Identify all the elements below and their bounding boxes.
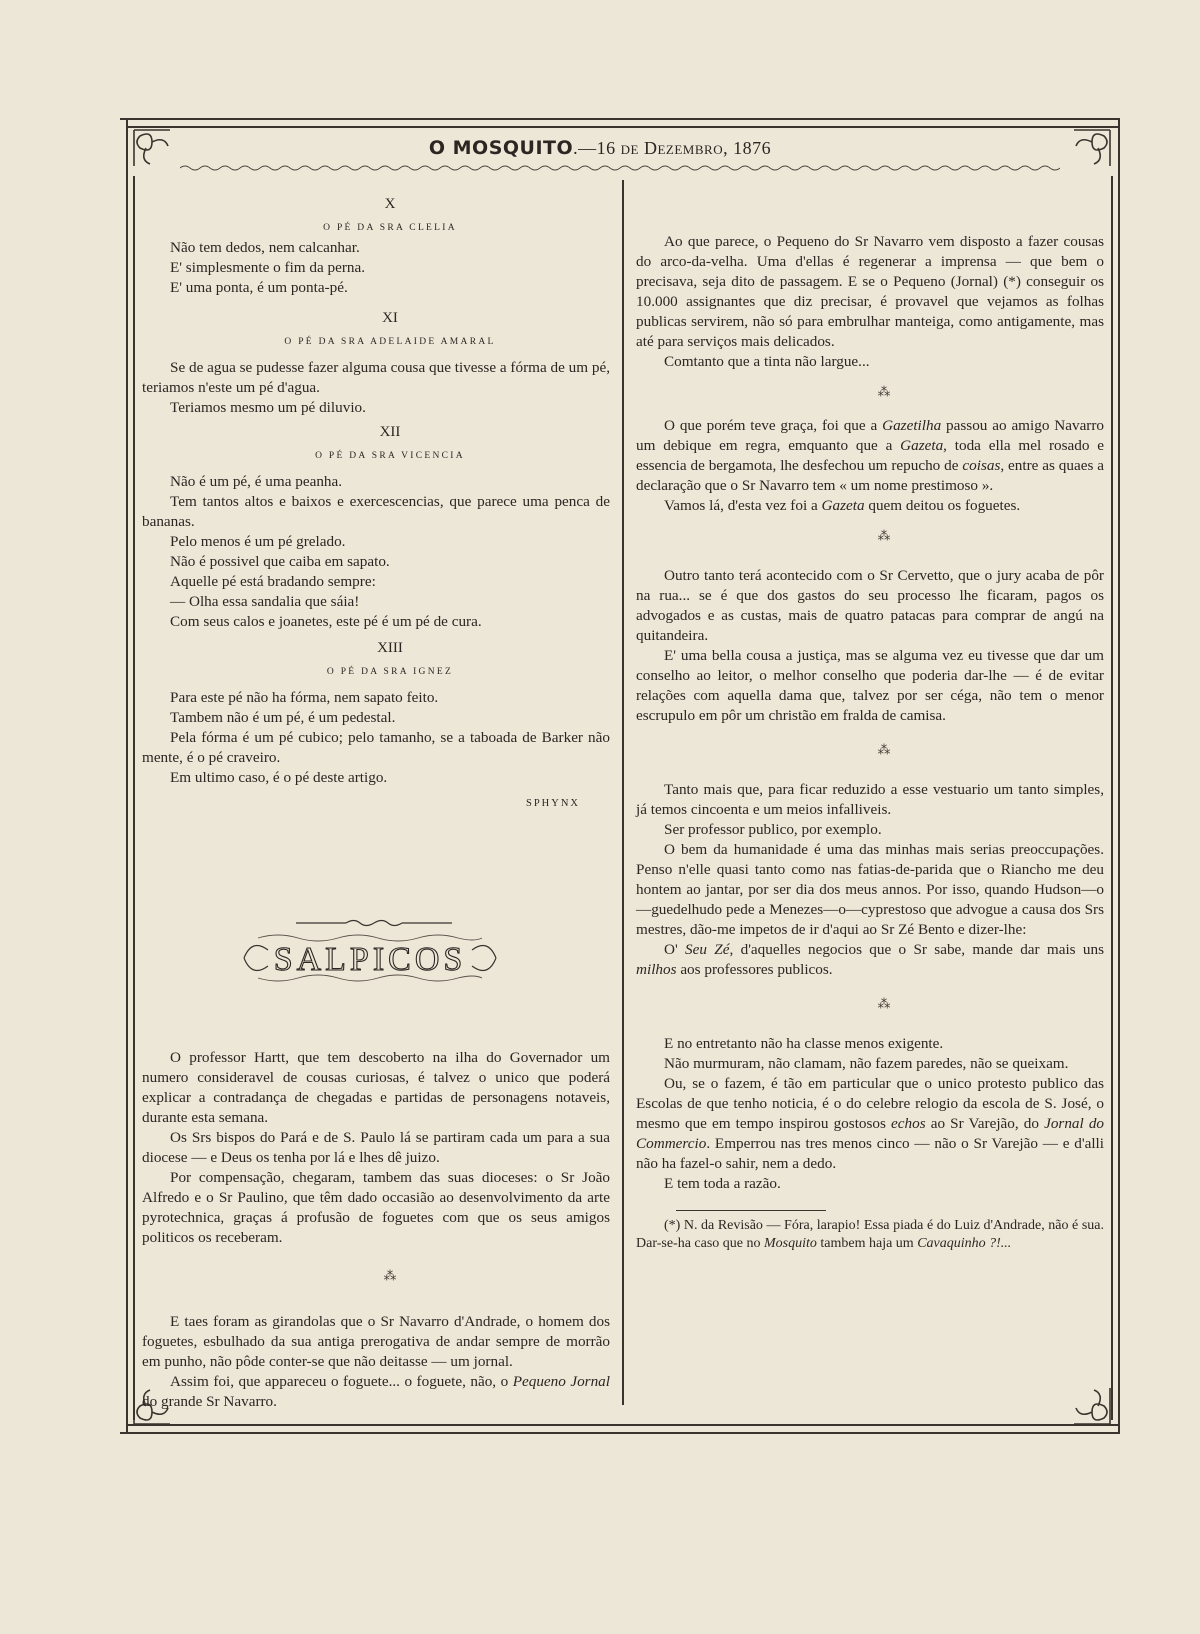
paragraph-ignez-2: Tambem não é um pé, é um pedestal. — [170, 709, 396, 726]
masthead — [0, 137, 1200, 159]
pequeno-jornal-title: Pequeno Jornal — [512, 1373, 610, 1390]
section-title-ignez: O PÉ DA SRA IGNEZ — [326, 667, 454, 677]
right-p10-a: O' — [664, 941, 678, 958]
signature: SPHYNX — [525, 798, 580, 809]
footnote-c: tambem haja um — [820, 1236, 914, 1251]
top-frame-rule — [120, 118, 1120, 120]
left-frame-rule — [126, 118, 128, 1434]
flourish-separator — [296, 918, 452, 928]
right-p3-c: passou ao amigo Navarro um debique em regra, emquanto que a — [636, 417, 1105, 454]
right-paragraph-2: Comtanto que a tinta não largue... — [664, 353, 870, 370]
salpicos-title: SALPICOS — [273, 941, 467, 978]
right-paragraph-11: E no entretanto não ha classe menos exigente. — [664, 1035, 944, 1052]
paragraph-adelaide-2: Teriamos mesmo um pé diluvio. — [170, 399, 366, 416]
right-p13-e: . Emperrou nas tres menos cinco — não o Sr Varejão — e d'alli não ha fazel-o sahir, nem a dedo. — [636, 1135, 1104, 1172]
section-number-xi: XI — [382, 310, 398, 326]
asterism-right-2: ⁂ — [877, 528, 891, 543]
milhos-word: milhos — [636, 961, 677, 978]
masthead-wavy-rule — [180, 164, 1060, 172]
right-p4-c: quem deitou os foguetes. — [868, 497, 1021, 514]
echos-word: echos — [891, 1115, 926, 1132]
right-paragraph-9: O bem da humanidade é uma das minhas mais serias preoccupações. Penso n'elle quasi tanto como nas fatias-de-parida que o Riancho me deu hontem ao jantar, por ser dia dos meus annos. Por isso, quando Hudson—o—guedelhudo pede a Menezes—o—cyprestoso que advogue a causa dos Srs mestres, dão-me impetos de ir d'aqui ao Sr Zé Bento e dizer-lhe: — [636, 841, 1104, 938]
right-paragraph-6: E' uma bella cousa a justiça, mas se alguma vez eu tivesse que dar um conselho ao leitor, o melhor conselho que poderia dar-lhe — é de evitar relações com aquella dama que, talvez por ser céga, não tem o menor escrupulo em pôr um christão em fralda de camisa. — [636, 647, 1104, 724]
salpicos-paragraph-3: Por compensação, chegaram, tambem das suas dioceses: o Sr João Alfredo e o Sr Paulino, que têm dado occasião ao desenvolvimento da arte pyrotechnica, graças á profusão de foguetes com que os seus amigos politicos os receberam. — [142, 1169, 610, 1246]
salpicos-p5-text-c: do grande Sr Navarro. — [142, 1393, 277, 1410]
paragraph-ignez-1: Para este pé não ha fórma, nem sapato feito. — [170, 689, 439, 706]
footnote — [636, 1217, 1104, 1253]
paragraph-vicencia-5: Aquelle pé está bradando sempre: — [170, 573, 376, 590]
paragraph-adelaide-1: Se de agua se pudesse fazer alguma cousa que tivesse a fórma de um pé, teriamos n'este um pé d'agua. — [142, 359, 610, 396]
column-divider — [622, 180, 624, 1405]
gazeta-title-2: Gazeta — [821, 497, 865, 514]
paragraph-vicencia-4: Não é possivel que caiba em sapato. — [170, 553, 390, 570]
left-column-upper — [142, 194, 610, 814]
asterism-right-4: ⁂ — [877, 996, 891, 1011]
mosquito-title: Mosquito — [764, 1236, 817, 1251]
salpicos-banner — [238, 930, 502, 986]
right-frame-rule — [1118, 118, 1120, 1434]
newspaper-name: O MOSQUITO — [428, 137, 574, 159]
right-paragraph-12: Não murmuram, não clamam, não fazem paredes, não se queixam. — [664, 1055, 1069, 1072]
section-title-vicencia: O PÉ DA SRA VICENCIA — [315, 451, 465, 461]
salpicos-paragraph-4: E taes foram as girandolas que o Sr Navarro d'Andrade, o homem dos foguetes, esbulhado da sua antiga prerogativa de andar sempre de morrão em punho, não pôde conter-se que não deitasse — um jornal. — [142, 1313, 610, 1370]
footnote-a: (*) N. da Revisão — Fóra, larapio! Essa piada é do Luiz d'Andrade, não é sua. Dar-se-ha caso que no — [636, 1218, 1104, 1251]
right-inner-rule — [1111, 176, 1113, 1420]
header-rule — [128, 126, 1120, 128]
right-paragraph-5: Outro tanto terá acontecido com o Sr Cervetto, que o jury acaba de pôr na rua... se é que dos gastos do seu processo lhe ficaram, pagos os advogados e as custas, mais de quatro patacas para comprar de angú na quitandeira. — [636, 567, 1104, 644]
right-p10-e: aos professores publicos. — [680, 961, 833, 978]
right-paragraph-8: Ser professor publico, por exemplo. — [664, 821, 882, 838]
paragraph-vicencia-2: Tem tantos altos e baixos e exercescencias, que parece uma penca de bananas. — [142, 493, 610, 530]
salpicos-paragraph-1: O professor Hartt, que tem descoberto na ilha do Governador um numero consideravel de cousas curiosas, é talvez o unico que poderá explicar a contradança de chegadas e partidas de personagens notaveis, durante esta semana. — [142, 1049, 610, 1126]
line-clelia-3: E' uma ponta, é um ponta-pé. — [170, 279, 348, 296]
section-number-xii: XII — [379, 424, 401, 440]
right-paragraph-14: E tem toda a razão. — [664, 1175, 781, 1192]
salpicos-paragraph-2: Os Srs bispos do Pará e de S. Paulo lá se partiram cada um para a sua diocese — e Deus os tenha por lá e lhes dê juizo. — [142, 1129, 610, 1166]
right-paragraph-3 — [636, 416, 1104, 496]
section-title-clelia: O PÉ DA SRA CLELIA — [323, 223, 457, 233]
right-p10-c: , d'aquelles negocios que o Sr sabe, mande dar mais uns — [729, 941, 1105, 958]
asterism-right-3: ⁂ — [877, 742, 891, 757]
paragraph-vicencia-1: Não é um pé, é uma peanha. — [170, 473, 343, 490]
seu-ze-word: Seu Zé — [685, 941, 730, 958]
right-p3-e: , toda ella mel rosado e essencia de bergamota, lhe desfechou um repucho de — [636, 437, 1105, 474]
right-paragraph-4 — [636, 496, 1104, 516]
right-paragraph-7: Tanto mais que, para ficar reduzido a esse vestuario um tanto simples, já temos cincoenta e um meios infalliveis. — [636, 781, 1104, 818]
bottom-right-ornament — [1070, 1384, 1114, 1428]
gazetilha-title: Gazetilha — [882, 417, 942, 434]
section-number-x: X — [384, 196, 396, 212]
salpicos-p5-text-a: Assim foi, que appareceu o foguete... o foguete, não, o — [170, 1373, 509, 1390]
coisas-word: coisas — [962, 457, 1001, 474]
masthead-date: de Dezembro, 1876 — [620, 138, 772, 158]
right-paragraph-13 — [636, 1074, 1104, 1174]
right-paragraph-1: Ao que parece, o Pequeno do Sr Navarro vem disposto a fazer cousas do arco-da-velha. Uma d'ellas é regenerar a imprensa — que bem o precisava, seja dito de passagem. E se o Pequeno (Jornal) (*) conseguir os 10.000 assignantes que diz precisar, é provavel que vejamos as folhas publicas servirem, não só para embrulhar manteiga, como antigamente, mas até para serviços mais delicados. — [636, 233, 1104, 350]
section-title-adelaide: O PÉ DA SRA ADELAIDE AMARAL — [284, 337, 496, 347]
footnote-rule — [676, 1210, 826, 1211]
right-paragraph-10 — [636, 940, 1104, 980]
paragraph-vicencia-7: Com seus calos e joanetes, este pé é um pé de cura. — [170, 613, 482, 630]
masthead-day: 16 — [596, 138, 616, 158]
asterism-right-1: ⁂ — [877, 384, 891, 399]
paragraph-vicencia-3: Pelo menos é um pé grelado. — [170, 533, 346, 550]
paragraph-vicencia-6: — Olha essa sandalia que sáia! — [170, 593, 360, 610]
line-clelia-1: Não tem dedos, nem calcanhar. — [170, 239, 360, 256]
bottom-inner-rule — [128, 1424, 1120, 1426]
salpicos-paragraph-5 — [142, 1372, 610, 1412]
cavaquinho-word: Cavaquinho ?!... — [917, 1236, 1012, 1251]
gazeta-title: Gazeta — [900, 437, 944, 454]
line-clelia-2: E' simplesmente o fim da perna. — [170, 259, 366, 276]
left-inner-rule — [133, 176, 135, 1420]
right-p3-a: O que porém teve graça, foi que a — [664, 417, 878, 434]
left-column-lower — [142, 1048, 610, 1412]
masthead-separator: .— — [573, 138, 597, 158]
asterism-left: ⁂ — [383, 1268, 397, 1283]
jornal-do-commercio-title: Jornal do Commercio — [636, 1115, 1105, 1152]
right-p13-c: ao Sr Varejão, do — [930, 1115, 1039, 1132]
right-p13-a: Ou, se o fazem, é tão em particular que o unico protesto publico das Escolas de que tenho noticia, é o do celebre relogio da escola de S. José, o mesmo que em tempo inspirou gostosos — [636, 1075, 1104, 1132]
right-p4-a: Vamos lá, d'esta vez foi a — [664, 497, 818, 514]
bottom-frame-rule — [120, 1432, 1120, 1434]
right-column — [636, 232, 1104, 1253]
right-p3-g: , entre as quaes a declaração que o Sr Navarro tem « um nome prestimoso ». — [636, 457, 1105, 494]
section-number-xiii: XIII — [377, 640, 403, 656]
paragraph-ignez-3: Pela fórma é um pé cubico; pelo tamanho, se a taboada de Barker não mente, é o pé craveiro. — [142, 729, 610, 766]
paragraph-ignez-4: Em ultimo caso, é o pé deste artigo. — [170, 769, 388, 786]
